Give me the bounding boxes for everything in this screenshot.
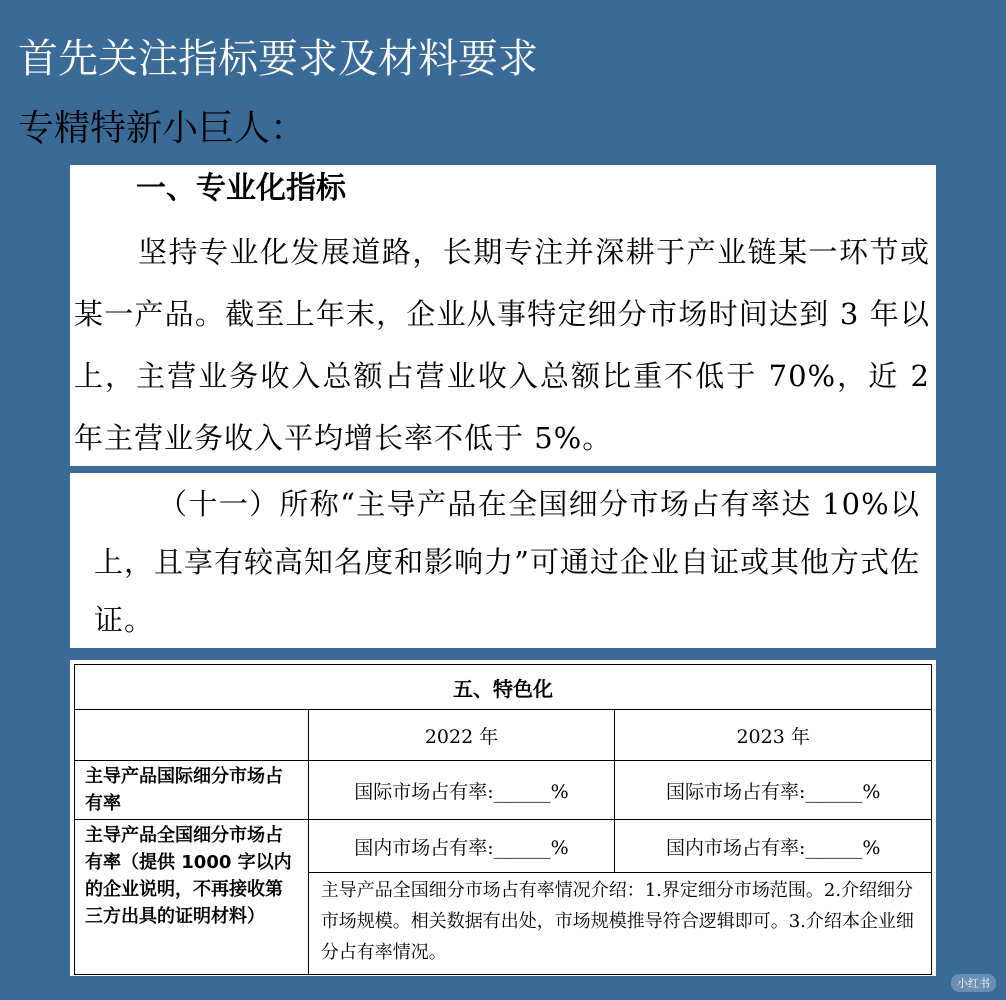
domestic-share-intro: 主导产品全国细分市场占有率情况介绍：1.界定细分市场范围。2.介绍细分市场规模。相关数据有出处，市场规模推导符合逻辑即可。3.介绍本企业细分占有率情况。 bbox=[308, 873, 931, 975]
feature-table bbox=[74, 664, 932, 975]
specialization-panel bbox=[70, 165, 936, 466]
note-body: （十一）所称“主导产品在全国细分市场占有率达 10%以上，且享有较高知名度和影响力”可通过企业自证或其他方式佐证。 bbox=[94, 487, 920, 637]
year-header-2022: 2022 年 bbox=[308, 710, 615, 761]
section-heading: 一、专业化指标 bbox=[136, 171, 346, 206]
domestic-share-2022: 国内市场占有率:______% bbox=[308, 820, 615, 873]
international-share-2022: 国际市场占有率:______% bbox=[308, 761, 615, 820]
watermark-logo: 小红书 bbox=[951, 974, 996, 992]
page-subtitle: 专精特新小巨人： bbox=[18, 108, 307, 149]
row-label-international: 主导产品国际细分市场占有率 bbox=[75, 761, 309, 820]
note-panel bbox=[70, 473, 936, 648]
section-body: 坚持专业化发展道路，长期专注并深耕于产业链某一环节或某一产品。截至上年末，企业从事特定细分市场时间达到 3 年以上，主营业务收入总额占营业收入总额比重不低于 70%，近 2 年主营业务收入平均增长率不低于 5%。 bbox=[74, 235, 930, 455]
table-corner-cell bbox=[75, 710, 309, 761]
table-caption: 五、特色化 bbox=[75, 665, 932, 710]
international-share-2023: 国际市场占有率:______% bbox=[615, 761, 932, 820]
page-title: 首先关注指标要求及材料要求 bbox=[18, 36, 538, 82]
row-label-domestic: 主导产品全国细分市场占有率（提供 1000 字以内的企业说明，不再接收第三方出具的证明材料） bbox=[75, 820, 309, 975]
feature-table-panel bbox=[70, 660, 936, 976]
domestic-share-2023: 国内市场占有率:______% bbox=[615, 820, 932, 873]
year-header-2023: 2023 年 bbox=[615, 710, 932, 761]
